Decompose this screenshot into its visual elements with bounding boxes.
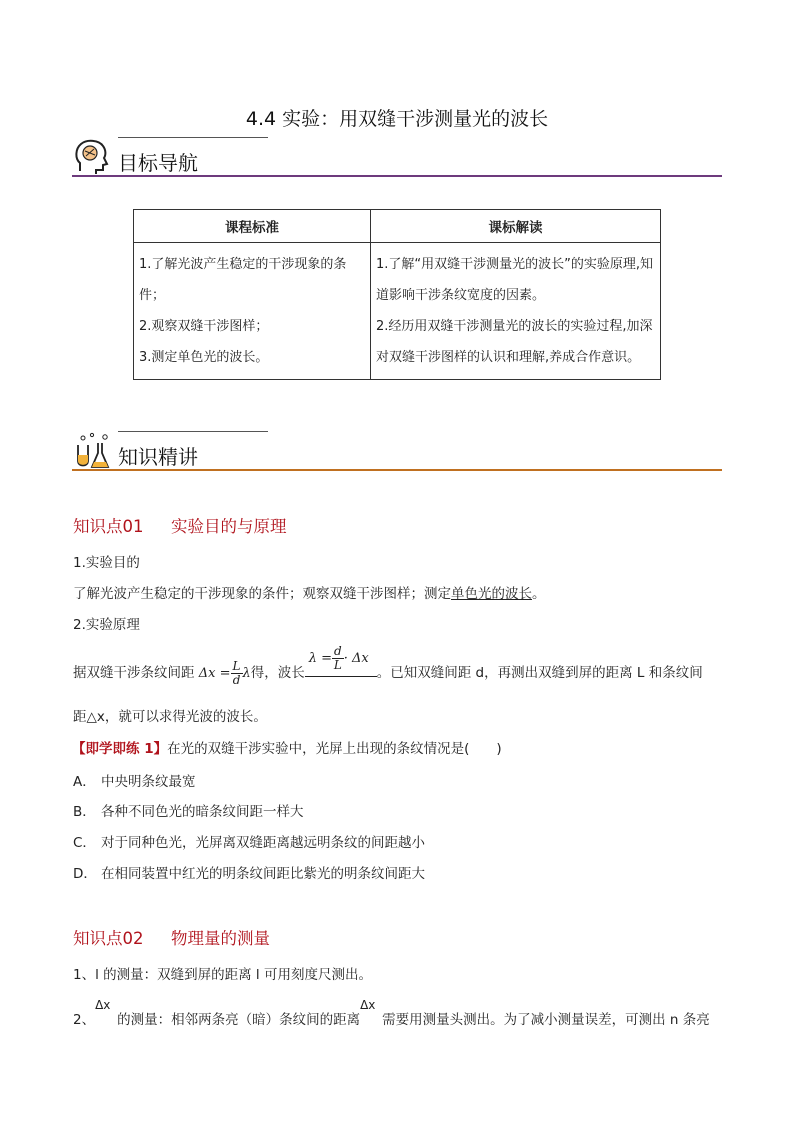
option-d	[73, 862, 425, 882]
knowledge-point-title: 物理量的测量	[171, 929, 270, 948]
option-b	[73, 800, 304, 820]
knowledge-point-title: 实验目的与原理	[171, 517, 287, 536]
table-header-row	[134, 210, 661, 243]
denominator: d	[232, 673, 241, 687]
brain-head-icon	[72, 137, 112, 177]
knowledge-point-number: 知识点01	[73, 517, 144, 536]
section-title: 知识精讲	[118, 445, 198, 469]
option-letter: B．	[73, 804, 96, 820]
paragraph-principle	[73, 644, 703, 687]
lab-flask-icon	[72, 431, 112, 471]
text-run: 据双缝干涉条纹间距	[73, 665, 195, 681]
text-run: 的测量：相邻两条亮（暗）条纹间的距离	[117, 1012, 361, 1028]
delta-x-symbol: Δx	[360, 998, 376, 1012]
section-title: 目标导航	[118, 151, 198, 175]
text-run: 需要用测量头测出。为了减小测量误差，可测出 n 条亮	[382, 1012, 710, 1028]
formula-wavelength	[309, 645, 369, 672]
knowledge-point-heading	[73, 513, 287, 537]
numerator: L	[232, 659, 241, 673]
section-top-line	[118, 137, 268, 138]
option-text: 各种不同色光的暗条纹间距一样大	[101, 804, 304, 820]
table-row	[134, 243, 661, 380]
section-divider	[72, 175, 722, 177]
numerator: d	[334, 644, 342, 658]
underlined-text: 单色光的波长	[451, 586, 532, 602]
subheading-principle: 2.实验原理	[73, 617, 140, 633]
paragraph-measure-dx	[73, 998, 710, 1028]
option-text: 对于同种色光，光屏离双缝距离越远明条纹的间距越小	[101, 835, 425, 851]
text-run: 了解光波产生稳定的干涉现象的条件；观察双缝干涉图样；测定	[73, 586, 451, 602]
list-item: 2.经历用双缝干涉测量光的波长的实验过程,加深对双缝干涉图样的认识和理解,养成合作意识。	[376, 319, 653, 365]
text-run	[360, 998, 382, 1028]
section-top-line	[118, 431, 268, 432]
option-c	[73, 831, 425, 851]
paragraph-principle-cont: 距△x，就可以求得光波的波长。	[73, 709, 267, 725]
table-cell-standards	[134, 243, 371, 380]
option-text: 中央明条纹最宽	[101, 774, 196, 790]
list-item: 1.了解“用双缝干涉测量光的波长”的实验原理,知道影响干涉条纹宽度的因素。	[376, 257, 654, 303]
formula-fringe-spacing	[198, 659, 251, 687]
text-run: 得，波长	[250, 665, 305, 681]
text-run: 。已知双缝间距 d，再测出双缝到屏的距离 L 和条纹间	[376, 665, 703, 681]
exercise-stem	[72, 737, 502, 757]
fraction	[332, 645, 344, 672]
knowledge-point-heading	[73, 925, 270, 949]
formula-text: λ	[242, 666, 251, 681]
text-run	[95, 998, 117, 1028]
section-header-goals	[72, 137, 722, 177]
exercise-tag: 【即学即练 1】	[72, 741, 168, 757]
formula-text: λ =	[308, 651, 333, 666]
list-item: 3.测定单色光的波长。	[139, 350, 269, 365]
table-header: 课标解读	[371, 210, 661, 243]
option-letter: A．	[73, 774, 96, 790]
answer-blank	[305, 644, 377, 677]
list-item: 1.了解光波产生稳定的干涉现象的条件；	[139, 257, 347, 303]
paragraph-measure-l: 1、l 的测量：双缝到屏的距离 l 可用刻度尺测出。	[73, 967, 372, 983]
table-cell-interpretation	[371, 243, 661, 380]
text-run: 2、	[73, 1012, 96, 1028]
knowledge-point-number: 知识点02	[73, 929, 144, 948]
fraction	[231, 660, 243, 687]
section-header-knowledge	[72, 431, 722, 471]
course-standards-table	[133, 209, 661, 380]
delta-x-symbol: Δx	[95, 998, 111, 1012]
list-item: 2.观察双缝干涉图样；	[139, 319, 269, 334]
subheading-purpose: 1.实验目的	[73, 555, 140, 571]
section-divider	[72, 469, 722, 471]
option-text: 在相同装置中红光的明条纹间距比紫光的明条纹间距大	[101, 866, 425, 882]
exercise-question: 在光的双缝干涉实验中，光屏上出现的条纹情况是( )	[167, 741, 502, 757]
text-run: 。	[532, 586, 546, 602]
denominator: L	[333, 658, 342, 672]
option-letter: D．	[73, 866, 97, 882]
page-title: 4.4 实验：用双缝干涉测量光的波长	[245, 108, 549, 130]
paragraph-purpose	[73, 582, 546, 602]
table-header: 课程标准	[134, 210, 371, 243]
option-letter: C．	[73, 835, 96, 851]
formula-text: Δx =	[198, 666, 231, 681]
option-a	[73, 770, 196, 790]
formula-text: · Δx	[343, 651, 369, 666]
